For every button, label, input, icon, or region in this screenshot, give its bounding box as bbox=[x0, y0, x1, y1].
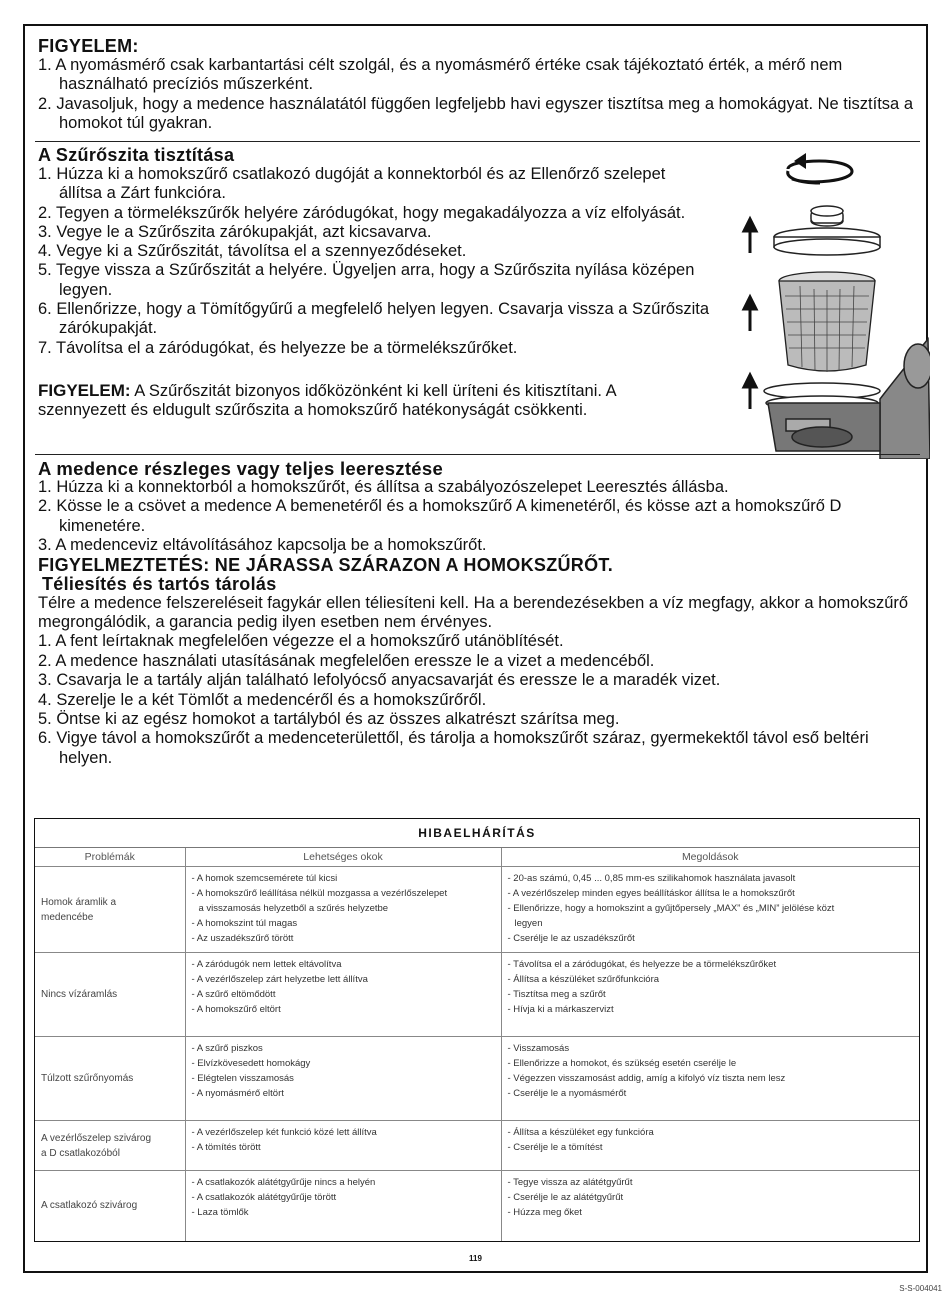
cell-text: - Elégtelen visszamosás bbox=[191, 1073, 294, 1084]
cell-text: legyen bbox=[514, 918, 543, 929]
cell-text: - A vezérlőszelep minden egyes beállításkor állítsa le a homokszűrőt bbox=[507, 888, 795, 899]
cell-text: - A szűrő piszkos bbox=[191, 1043, 263, 1054]
column-header: Megoldások bbox=[501, 848, 919, 867]
page-frame bbox=[23, 24, 928, 1273]
list-item: 3. Vegye le a Szűrőszita zárókupakját, azt kicsavarva. bbox=[38, 222, 432, 241]
list-item: 7. Távolítsa el a záródugókat, és helyezze be a törmelékszűrőket. bbox=[38, 338, 518, 357]
column-header: Problémák bbox=[35, 848, 185, 867]
cell-text: medencébe bbox=[41, 911, 94, 923]
cell-text: - Tegye vissza az alátétgyűrűt bbox=[507, 1177, 633, 1188]
cell-text: - Cserélje le a nyomásmérőt bbox=[507, 1088, 627, 1099]
list-item: 2. A medence használati utasításának megfelelően eressze le a vizet a medencéből. bbox=[38, 651, 655, 670]
cell-text: - Állítsa a készüléket szűrőfunkcióra bbox=[507, 974, 660, 985]
problem-cell bbox=[35, 953, 185, 1037]
list-item: 2. Kösse le a csövet a medence A bemenetéről és a homokszűrő A kimenetéről, és kösse azt a homokszűrő D kimenetére. bbox=[38, 497, 842, 535]
cell-text: - Végezzen visszamosást addig, amíg a kifolyó víz tiszta nem lesz bbox=[507, 1073, 786, 1084]
winter-title: Téliesítés és tartós tárolás bbox=[42, 573, 277, 594]
winter-intro: Télre a medence felszereléseit fagykár ellen téliesíteni kell. Ha a berendezésekben a víz megfagy, akkor a homokszűrő megrongálódik, a garancia pedig ilyen esetben nem érvényes. bbox=[38, 593, 909, 632]
solution-cell bbox=[501, 1121, 919, 1171]
cell-text: - Visszamosás bbox=[507, 1043, 570, 1054]
cell-text: - A homokszűrő leállítása nélkül mozgassa a vezérlőszelepet bbox=[191, 888, 448, 899]
section-title: A Szűrőszita tisztítása bbox=[38, 145, 235, 165]
note-label: FIGYELEM: bbox=[38, 381, 131, 400]
cell-text: - Cserélje le a tömítést bbox=[507, 1142, 603, 1153]
cause-cell bbox=[185, 1037, 501, 1121]
list-item: 4. Vegye ki a Szűrőszitát, távolítsa el a szennyeződéseket. bbox=[38, 242, 467, 261]
warning-item: 2. Javasoljuk, hogy a medence használatától függően legfeljebb havi egyszer tisztítsa meg a homokágyat. Ne tisztítsa a homokot túl gyakran. bbox=[38, 94, 913, 133]
solution-cell bbox=[501, 1037, 919, 1121]
page-number: 119 bbox=[469, 1254, 482, 1263]
list-item: 6. Vigye távol a homokszűrőt a medenceterülettől, és tárolja a homokszűrőt száraz, gyermekektől távol eső beltéri helyen. bbox=[38, 729, 869, 767]
cell-text: - Állítsa a készüléket egy funkcióra bbox=[507, 1127, 654, 1138]
cause-cell bbox=[185, 953, 501, 1037]
problem-cell bbox=[35, 1121, 185, 1171]
cell-text: - A csatlakozók alátétgyűrűje törött bbox=[191, 1192, 337, 1203]
table-row bbox=[35, 1121, 919, 1171]
list-item: 6. Ellenőrizze, hogy a Tömítőgyűrű a megfelelő helyen legyen. Csavarja vissza a Szűrőszita zárókupakját. bbox=[38, 300, 710, 338]
cell-text: a visszamosás helyzetből a szűrés helyzetbe bbox=[198, 903, 389, 914]
document-code: S-S-004041 bbox=[899, 1284, 942, 1293]
table-row bbox=[35, 867, 919, 953]
table-title: HIBAELHÁRÍTÁS bbox=[35, 819, 919, 848]
cell-text: Homok áramlik a bbox=[41, 896, 117, 908]
cell-text: - Cserélje le az uszadékszűrőt bbox=[507, 933, 635, 944]
cell-text: - A nyomásmérő eltört bbox=[191, 1088, 284, 1099]
cell-text: - Húzza meg őket bbox=[507, 1207, 582, 1218]
divider bbox=[35, 454, 920, 455]
list-item: 1. Húzza ki a konnektorból a homokszűrőt, és állítsa a szabályozószelepet Leeresztés állásba. bbox=[38, 478, 729, 496]
cell-text: - A homok szemcsemérete túl kicsi bbox=[191, 873, 338, 884]
note-text: A Szűrőszitát bizonyos időközönként ki kell üríteni és kitisztítani. A szennyezett és eldugult szűrőszita a homokszűrő hatékonyságát csökkenti. bbox=[38, 382, 616, 420]
section-title: A medence részleges vagy teljes leeresztése bbox=[38, 458, 444, 479]
cell-text: - Elvízkövesedett homokágy bbox=[191, 1058, 311, 1069]
table-row bbox=[35, 1037, 919, 1121]
filter-illustration bbox=[730, 141, 930, 459]
list-item: 5. Öntse ki az egész homokot a tartályból és az összes alkatrészt szárítsa meg. bbox=[38, 710, 620, 729]
cell-text: A csatlakozó szivárog bbox=[41, 1200, 138, 1212]
cell-text: - Távolítsa el a záródugókat, és helyezze be a törmelékszűrőket bbox=[507, 959, 777, 970]
filter-clean-section bbox=[38, 146, 711, 358]
list-item: 4. Szerelje le a két Tömlőt a medencéről és a homokszűrőről. bbox=[38, 690, 487, 709]
cell-text: - A vezérlőszelep két funkció közé lett állítva bbox=[191, 1127, 377, 1138]
drain-section bbox=[38, 459, 918, 768]
cell-text: - Cserélje le az alátétgyűrűt bbox=[507, 1192, 624, 1203]
list-item: 3. A medenceviz eltávolításához kapcsolja be a homokszűrőt. bbox=[38, 536, 487, 555]
list-item: 5. Tegye vissza a Szűrőszitát a helyére. Ügyeljen arra, hogy a Szűrőszita nyílása középen legyen. bbox=[38, 261, 695, 299]
list-item: 3. Csavarja le a tartály alján található lefolyócső anyacsavarját és eressze le a maradék vizet. bbox=[38, 671, 721, 690]
solution-cell bbox=[501, 1171, 919, 1241]
problem-cell bbox=[35, 867, 185, 953]
lid-icon bbox=[774, 206, 880, 255]
troubleshooting-table bbox=[34, 818, 920, 1242]
cell-text: - A csatlakozók alátétgyűrűje nincs a helyén bbox=[191, 1177, 376, 1188]
warning-title: FIGYELEM: bbox=[38, 36, 139, 56]
list-item: 1. A fent leírtaknak megfelelően végezze el a homokszűrő utánöblítését. bbox=[38, 632, 564, 651]
cell-text: Túlzott szűrőnyomás bbox=[41, 1073, 134, 1084]
cell-text: - Ellenőrizze, hogy a homokszint a gyűjtőpersely „MAX” és „MIN” jelölése közt bbox=[507, 903, 835, 914]
problem-cell bbox=[35, 1171, 185, 1241]
filter-note bbox=[38, 381, 636, 421]
cell-text: - Az uszadékszűrő törött bbox=[191, 933, 294, 944]
solution-cell bbox=[501, 953, 919, 1037]
cell-text: - A szűrő eltömődött bbox=[191, 989, 276, 1000]
cell-text: - A vezérlőszelep zárt helyzetbe lett állítva bbox=[191, 974, 368, 985]
cell-text: - 20-as számú, 0,45 ... 0,85 mm-es szilikahomok használata javasolt bbox=[507, 873, 796, 884]
cell-text: - A záródugók nem lettek eltávolítva bbox=[191, 959, 342, 970]
basket-icon bbox=[779, 272, 875, 372]
cause-cell bbox=[185, 867, 501, 953]
dry-run-warning: FIGYELMEZTETÉS: NE JÁRASSA SZÁRAZON A HOMOKSZŰRŐT. bbox=[38, 554, 614, 575]
cell-text: - A homokszűrő eltört bbox=[191, 1004, 281, 1015]
problem-cell bbox=[35, 1037, 185, 1121]
cell-text: - A homokszint túl magas bbox=[191, 918, 298, 929]
cause-cell bbox=[185, 1171, 501, 1241]
solution-cell bbox=[501, 867, 919, 953]
up-arrow-icon bbox=[744, 219, 756, 409]
rotate-arrow-icon bbox=[788, 161, 852, 183]
cell-text: - A tömítés törött bbox=[191, 1142, 261, 1153]
list-item: 2. Tegyen a törmelékszűrők helyére záródugókat, hogy megakadályozza a víz elfolyását. bbox=[38, 203, 686, 222]
list-item: 1. Húzza ki a homokszűrő csatlakozó dugóját a konnektorból és az Ellenőrző szelepet állítsa a Zárt funkcióra. bbox=[38, 165, 666, 203]
cell-text: - Ellenőrizze a homokot, és szükség esetén cserélje le bbox=[507, 1058, 737, 1069]
cell-text: - Hívja ki a márkaszervizt bbox=[507, 1004, 614, 1015]
cell-text: Nincs vízáramlás bbox=[41, 989, 118, 1000]
cell-text: a D csatlakozóból bbox=[41, 1147, 120, 1159]
cell-text: A vezérlőszelep szivárog bbox=[41, 1132, 152, 1144]
cell-text: - Tisztítsa meg a szűrőt bbox=[507, 989, 606, 1000]
warning-section bbox=[38, 37, 918, 134]
table-row bbox=[35, 1171, 919, 1241]
warning-item: 1. A nyomásmérő csak karbantartási célt szolgál, és a nyomásmérő értéke csak tájékoztató érték, a mérő nem használható precíziós műszerként. bbox=[38, 56, 843, 94]
table-row bbox=[35, 953, 919, 1037]
cause-cell bbox=[185, 1121, 501, 1171]
column-header: Lehetséges okok bbox=[185, 848, 501, 867]
cell-text: - Laza tömlők bbox=[191, 1207, 249, 1218]
